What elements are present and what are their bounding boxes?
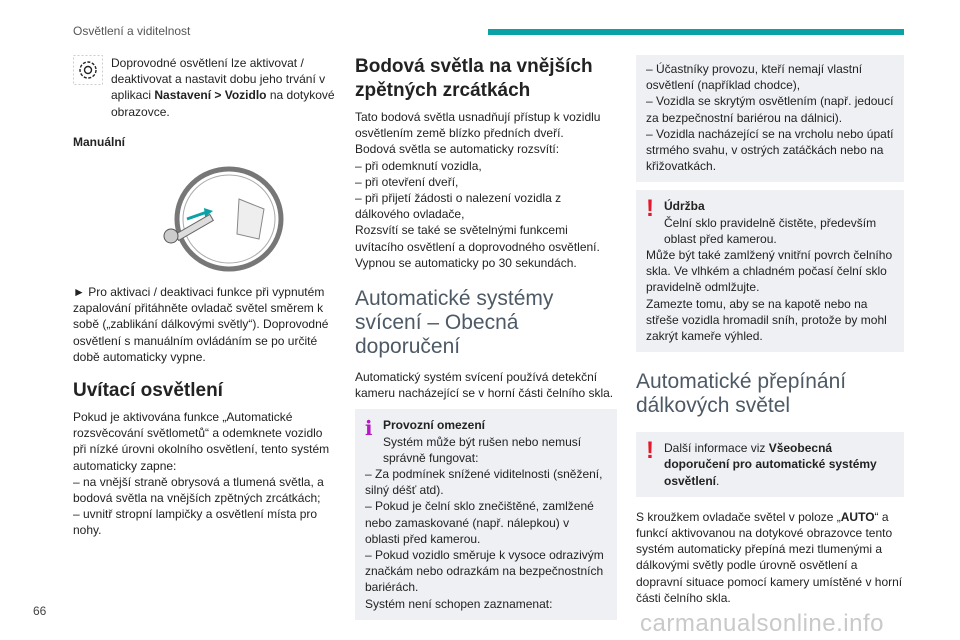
- maintenance-text: Může být také zamlžený vnitřní povrch čelního skla. Ve vlhkém a chladném počasí čelní sklo pravidelně odmlžujte.: [646, 248, 893, 295]
- warning-icon: !: [646, 195, 654, 223]
- high-beam-heading: Automatické přepínání dálkových světel: [636, 370, 847, 418]
- column-2: [355, 55, 617, 620]
- spot-text: Vypnou se automaticky po 30 sekundách.: [355, 255, 577, 270]
- notice-item: – Za podmínek snížené viditelnosti (sněžení, silný déšť atd).: [365, 467, 603, 498]
- auto-heading: Automatické systémy svícení – Obecná doporučení: [355, 287, 554, 359]
- intro-text: Doprovodné osvětlení lze aktivovat / deaktivovat a nastavit dobu jeho trvání v aplikaci: [111, 56, 326, 103]
- manual-heading: Manuální: [73, 134, 126, 149]
- notice-text: Systém není schopen zaznamenat:: [365, 596, 553, 611]
- manual-text: ► Pro aktivaci / deaktivaci funkce při vypnutém zapalování přitáhněte ovladač světel směrem k sobě („zablikání dálkovými světly“). Doprovodné osvětlení s manuálním ovládáním se po určité době automaticky vypne.: [73, 285, 329, 364]
- spot-text: Bodová světla se automaticky rozsvítí:: [355, 142, 560, 157]
- steering-wheel-illustration: [73, 164, 335, 274]
- welcome-heading: Uvítací osvětlení: [73, 380, 223, 402]
- notice-title: Provozní omezení: [383, 418, 486, 433]
- column-1: [73, 55, 335, 539]
- page-number: 66: [33, 604, 47, 618]
- auto-label: AUTO: [840, 509, 875, 524]
- spot-item: – při otevření dveří,: [355, 174, 459, 189]
- info-icon: ℹ: [365, 416, 373, 441]
- watermark: carmanualsonline.info: [640, 610, 884, 637]
- welcome-item: – na vnější straně obrysová a tlumená světla, a bodová světla na vnějších zpětných zrcátkách;: [73, 474, 324, 506]
- high-notice-text: Další informace viz: [664, 441, 769, 456]
- notice-item: – Pokud je čelní sklo znečištěné, zamlžené nebo zamaskované (např. nálepkou) v oblasti před kamerou.: [365, 499, 594, 546]
- maintenance-box: [636, 190, 904, 352]
- notice-item: – Vozidla nacházející se na vrcholu nebo úpatí strmého svahu, v ostrých zatáčkách nebo na křižovatkách.: [646, 126, 894, 174]
- intro-tail: na dotykové obrazovce.: [111, 88, 335, 119]
- notice-box: [355, 409, 617, 619]
- notice-item: – Pokud vozidlo směruje k vysoce odrazivým značkám nebo odrazkám na bezpečnostních bariérách.: [365, 548, 604, 595]
- notice-box-continued: [636, 55, 904, 182]
- intro-block: [73, 55, 335, 120]
- column-3: [636, 55, 904, 606]
- spot-item: – při odemknutí vozidla,: [355, 158, 482, 173]
- header-title: Osvětlení a viditelnost: [73, 24, 191, 38]
- welcome-item: – uvnitř stropní lampičky a osvětlení místa pro nohy.: [73, 507, 318, 538]
- welcome-text: Pokud je aktivována funkce „Automatické rozsvěcování světlometů“ a odemknete vozidlo při nízké úrovni okolního osvětlení, tento systém automaticky zapne:: [73, 410, 330, 473]
- notice-text: Systém může být rušen nebo nemusí správně fungovat:: [383, 434, 582, 465]
- spot-item: – při přijetí žádosti o nalezení vozidla z dálkového ovladače,: [355, 191, 562, 222]
- spot-text: Rozsvítí se také se světelnými funkcemi uvítacího osvětlení a doprovodného osvětlení.: [355, 223, 600, 254]
- intro-bold: Nastavení > Vozidlo: [154, 88, 267, 103]
- notice-item: – Vozidla se skrytým osvětlením (např. jedoucí za bezpečnostní bariérou na dálnici).: [646, 94, 894, 125]
- maintenance-title: Údržba: [664, 199, 705, 214]
- maintenance-text: Zamezte tomu, aby se na kapotě nebo na střeše vozidla hromadil sníh, protože by mohl zakrýt kameře výhled.: [646, 296, 887, 344]
- high-beam-notice-box: ! Další informace viz Všeobecná doporučení pro automatické systémy osvětlení.: [636, 432, 904, 497]
- high-beam-text: S kroužkem ovladače světel v poloze „AUTO“ a funkcí aktivovanou na dotykové obrazovce tento systém automaticky přepíná mezi tlumenými a dálkovými světly podle úrovně osvětlení a dopravní situace pomocí kamery umístěné v horní části čelního skla.: [636, 509, 903, 605]
- header-accent-bar: [488, 29, 904, 35]
- warning-icon: !: [646, 437, 654, 465]
- auto-text: Automatický systém svícení používá detekční kameru nacházející se v horní části čelního skla.: [355, 370, 614, 401]
- notice-item: – Účastníky provozu, kteří nemají vlastní osvětlení (například chodce),: [646, 62, 863, 93]
- gear-icon: [73, 55, 103, 85]
- maintenance-text: Čelní sklo pravidelně čistěte, především oblast před kamerou.: [664, 215, 877, 246]
- spot-text: Tato bodová světla usnadňují přístup k vozidlu osvětlením země blízko předních dveří.: [355, 110, 601, 141]
- high-notice-link: Všeobecná doporučení pro automatické systémy osvětlení: [664, 441, 877, 488]
- spot-heading: Bodová světla na vnějších zpětných zrcátkách: [355, 56, 593, 101]
